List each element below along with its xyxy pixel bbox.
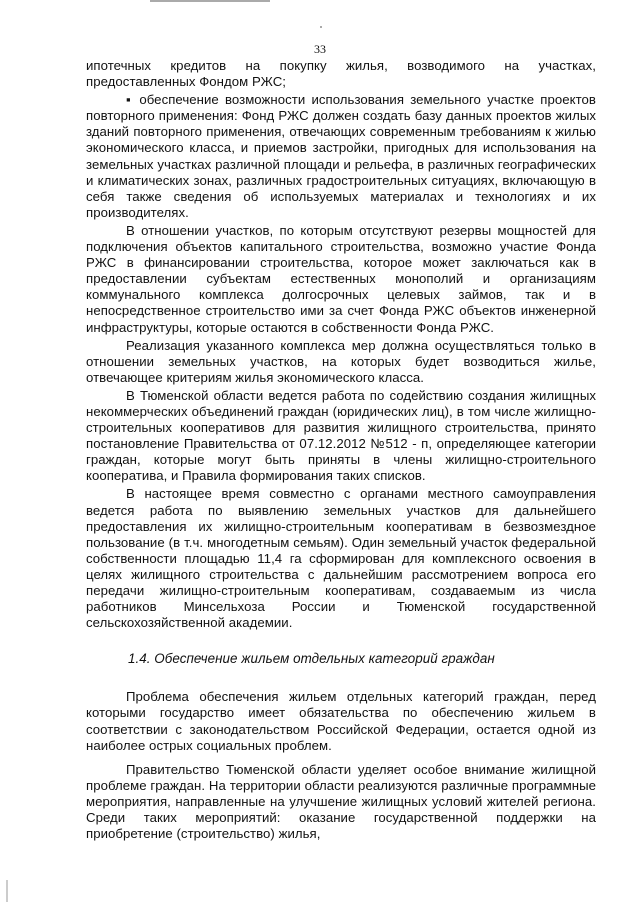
paragraph: В Тюменской области ведется работа по содействию создания жилищных некоммерческих объединений граждан (юридических лиц), в том числе жилищно-строительных кооперативов для развития жилищного строительства, принято постановление Правительства от 07.12.2012 №512 - п, определяющее категории граждан, которые могут быть приняты в члены жилищно-строительного кооператива, и Правила формирования таких списков.	[86, 387, 596, 484]
section-heading: 1.4. Обеспечение жильем отдельных категорий граждан	[128, 651, 495, 667]
paragraph: Реализация указанного комплекса мер должна осуществляться только в отношении земельных участков, на которых будет возводиться жилье, отвечающее критериям жилья экономического класса.	[86, 337, 596, 385]
paragraph: ипотечных кредитов на покупку жилья, возводимого на участках, предоставленных Фондом РЖС;	[86, 58, 596, 90]
paragraph: В настоящее время совместно с органами местного самоуправления ведется работа по выявлению земельных участков для дальнейшего предоставления их жилищно-строительным кооперативам в безвозмездное пользование (в т.ч. многодетным семьям). Один земельный участок федеральной собственности площадью 11,4 га сформирован для комплексного освоения в целях жилищного строительства с дальнейшим рассмотрением вопроса его передачи жилищно-строительным кооперативам, создаваемым из числа работников Минсельхоза России и Тюменской государственной сельскохозяйственной академии.	[86, 486, 596, 631]
document-body	[86, 58, 596, 844]
paragraph: ▪ обеспечение возможности использования земельного участке проектов повторного применения: Фонд РЖС должен создать базу данных проектов жилых зданий повторного применения, отвечающих современным требованиям к жилью экономического класса, и приемов застройки, пригодных для использования на земельных участках различной площади и рельефа, в различных географических и климатических зонах, различных градостроительных ситуациях, включающую в себя также сведения об используемых материалах и технологиях и их производителях.	[86, 92, 596, 220]
scan-edge-mark	[150, 0, 270, 2]
paragraph: В отношении участков, по которым отсутствуют резервы мощностей для подключения объектов капитального строительства, возможно участие Фонда РЖС в финансировании строительства, которое может заключаться как в предоставлении субъектам естественных монополий и организациям коммунального комплекса долгосрочных целевых займов, так и в непосредственное строительство ими за счет Фонда РЖС объектов инженерной инфраструктуры, которые остаются в собственности Фонда РЖС.	[86, 222, 596, 335]
scan-edge-mark-left	[6, 880, 8, 902]
paragraph: Проблема обеспечения жильем отдельных категорий граждан, перед которыми государство имеет обязательства по обеспечению жильем в соответствии с законодательством Российской Федерации, остается одной из наиболее острых социальных проблем.	[86, 689, 596, 753]
page-number: 33	[314, 42, 326, 56]
paragraph: Правительство Тюменской области уделяет особое внимание жилищной проблеме граждан. На территории области реализуются различные программные мероприятия, направленные на улучшение жилищных условий жителей региона. Среди таких мероприятий: оказание государственной поддержки на приобретение (строительство) жилья,	[86, 761, 596, 842]
scan-dot	[320, 26, 322, 28]
